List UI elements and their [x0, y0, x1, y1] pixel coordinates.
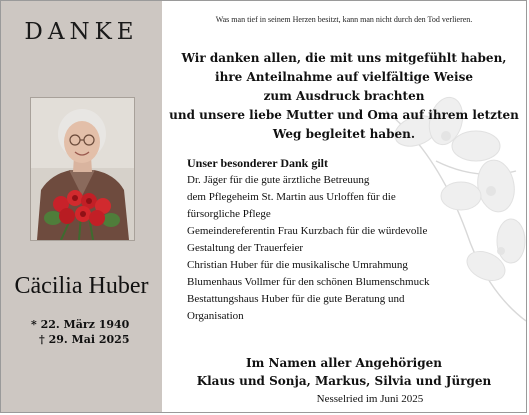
thanks-line: ihre Anteilnahme auf vielfältige Weise [215, 70, 473, 84]
deceased-name: Cäcilia Huber [14, 273, 149, 299]
motto-quote: Was man tief in seinem Herzen besitzt, kann man nicht durch den Tod verlieren. [215, 15, 473, 24]
list-line: Bestattungshaus Huber für die gute Beratung und [187, 293, 405, 305]
death-date: † 29. Mai 2025 [39, 333, 130, 346]
list-line: Organisation [187, 310, 244, 322]
list-line: Blumenhaus Vollmer für den schönen Blumenschmuck [187, 276, 430, 288]
left-panel [1, 1, 162, 412]
thanks-paragraph [168, 49, 520, 144]
thanks-line: Weg begleitet haben. [272, 127, 416, 141]
acknowledgement-list [187, 155, 516, 325]
place-date: Nesselried im Juni 2025 [316, 393, 424, 405]
right-panel [162, 1, 526, 412]
signoff-line: Im Namen aller Angehörigen [246, 356, 442, 370]
birth-date: * 22. März 1940 [31, 318, 130, 331]
list-line: Christian Huber für die musikalische Umrahmung [187, 259, 408, 271]
list-heading: Unser besonderer Dank gilt [187, 156, 329, 170]
list-line: fürsorgliche Pflege [187, 208, 271, 220]
list-line: Gemeindereferentin Frau Kurzbach für die würdevolle [187, 225, 428, 237]
portrait-illustration [31, 98, 134, 240]
signoff [162, 354, 526, 408]
thanks-line: zum Ausdruck brachten [263, 89, 425, 103]
thanks-line: und unsere liebe Mutter und Oma auf ihrem letzten [169, 108, 519, 122]
list-line: Dr. Jäger für die gute ärztliche Betreuung [187, 174, 370, 186]
danke-heading: DANKE [24, 19, 139, 45]
list-line: Gestaltung der Trauerfeier [187, 242, 304, 254]
thanks-line: Wir danken allen, die mit uns mitgefühlt haben, [181, 51, 507, 65]
portrait-photo [30, 97, 135, 241]
family-names: Klaus und Sonja, Markus, Silvia und Jürgen [196, 374, 492, 388]
list-line: dem Pflegeheim St. Martin aus Urloffen für die [187, 191, 396, 203]
life-dates [31, 317, 129, 347]
